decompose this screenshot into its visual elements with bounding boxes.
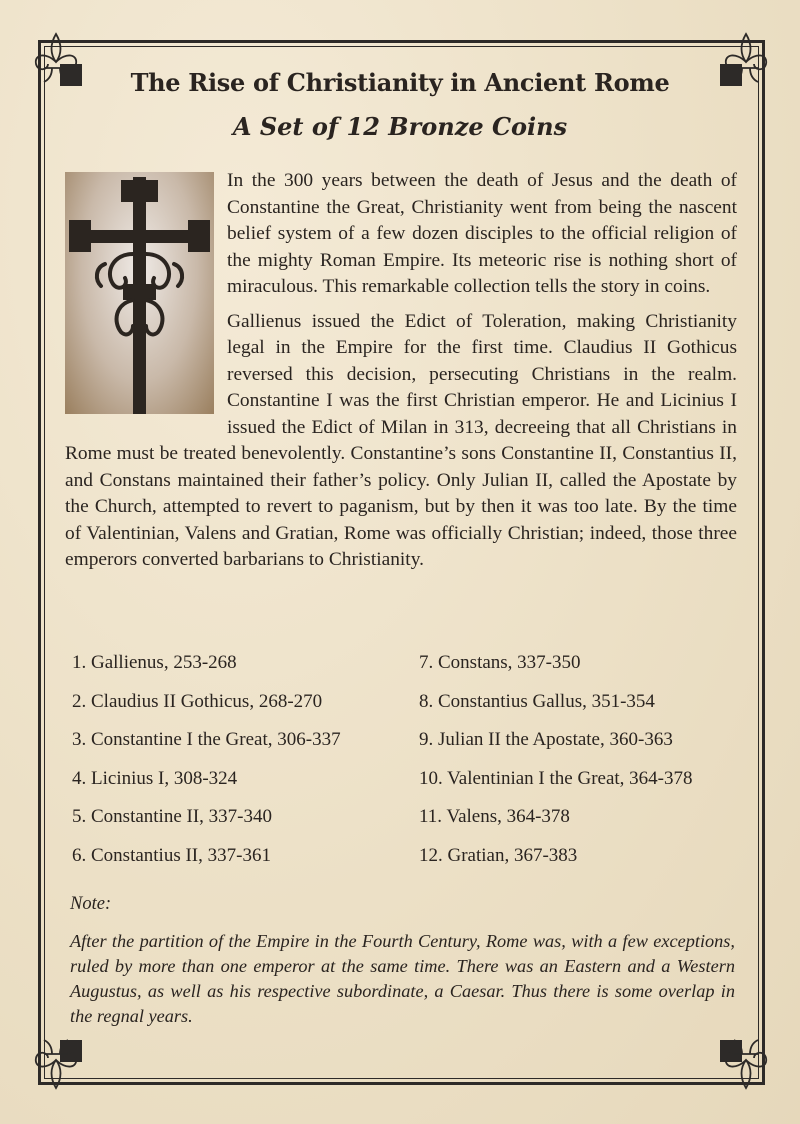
coin-list-right <box>419 651 693 882</box>
fleur-de-lis-icon <box>26 1034 86 1094</box>
image-wrap-spacer <box>65 168 227 438</box>
list-item: 12. Gratian, 367-383 <box>419 844 578 866</box>
list-item: 11. Valens, 364-378 <box>419 806 570 827</box>
list-item: 1. Gallienus, 253-268 <box>72 652 237 673</box>
note-text: After the partition of the Empire in the Fourth Century, Rome was, with a few exceptions, ruled by more than one emperor at the same time. There was an Eastern and a Western Augustus, as well as his respective subordinate, a Caesar. Thus there is some overlap in the regnal years. <box>70 931 735 1026</box>
list-item: 4. Licinius I, 308-324 <box>72 767 238 789</box>
paragraph: Gallienus issued the Edict of Toleration, making Christianity legal in the Empire for the first time. Claudius II Gothicus reversed this decision, persecuting Christians in the realm. Constantine I was the first Christian emperor. He and Licinius I issued the Edict of Milan in 313, decreeing that all Christians in Rome must be treated benevolently. Constantine’s sons Constantine II, Constantius II, and Constans maintained their father’s policy. Only Julian II, called the Apostate by the Church, attempted to revert to paganism, but by then it was too late. By the time of Valentinian, Valens and Gratian, Rome was officially Christian; indeed, those three emperors converted barbarians to Christianity. <box>65 310 737 570</box>
intro-text <box>65 168 737 582</box>
page-title: The Rise of Christianity in Ancient Rome <box>130 68 670 97</box>
coin-list-left <box>72 651 341 882</box>
paragraph: In the 300 years between the death of Jesus and the death of Constantine the Great, Christianity went from being the nascent belief system of a few dozen disciples to the official religion of the mighty Roman Empire. Its meteoric rise is nothing short of miraculous. This remarkable collection tells the story in coins. <box>227 170 737 297</box>
note-label: Note: <box>70 894 112 914</box>
list-item: 6. Constantius II, 337-361 <box>72 844 271 866</box>
list-item: 5. Constantine II, 337-340 <box>72 806 273 827</box>
page-subtitle: A Set of 12 Bronze Coins <box>232 112 568 141</box>
fleur-de-lis-icon <box>716 1034 776 1094</box>
list-item: 3. Constantine I the Great, 306-337 <box>72 729 341 750</box>
list-item: 9. Julian II the Apostate, 360-363 <box>419 729 673 750</box>
list-item: 8. Constantius Gallus, 351-354 <box>419 690 655 712</box>
list-item: 7. Constans, 337-350 <box>419 652 581 673</box>
list-item: 2. Claudius II Gothicus, 268-270 <box>72 690 323 712</box>
list-item: 10. Valentinian I the Great, 364-378 <box>419 767 693 789</box>
